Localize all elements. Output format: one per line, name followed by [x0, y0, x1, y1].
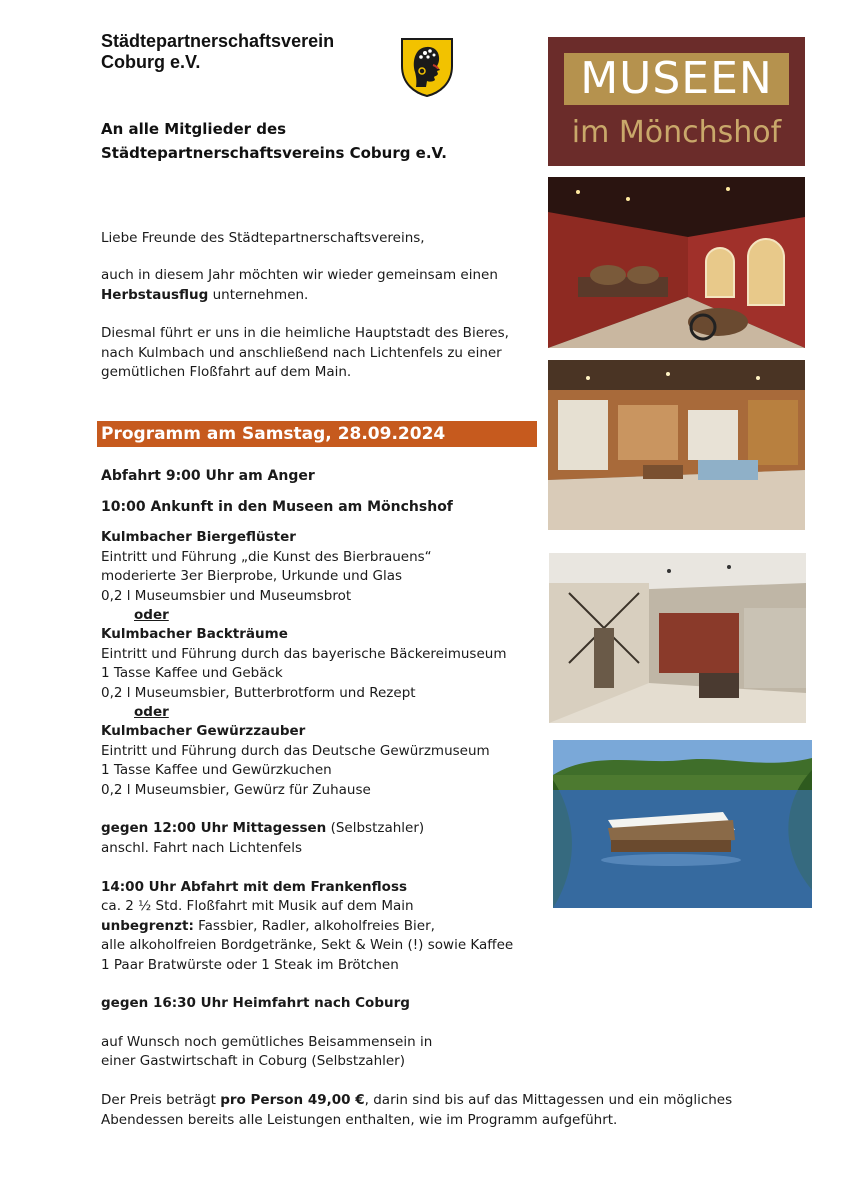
organization-name-line2: Coburg e.V. [101, 52, 201, 72]
price-post: , darin sind bis auf das Mittagessen und ein mögliches [364, 1092, 733, 1108]
photo-raft-river [553, 740, 812, 908]
greeting: Liebe Freunde des Städtepartnerschaftsvereins, [101, 230, 425, 246]
lunch-line2: anschl. Fahrt nach Lichtenfels [101, 840, 303, 856]
option2-line3: 0,2 l Museumsbier, Butterbrotform und Rezept [101, 685, 416, 701]
option1-line2: moderierte 3er Bierprobe, Urkunde und Glas [101, 568, 403, 584]
logo-word1-box [564, 53, 789, 105]
museen-logo [548, 37, 805, 166]
addressee-line2: Städtepartnerschaftsvereins Coburg e.V. [101, 144, 447, 162]
option3-title: Kulmbacher Gewürzzauber [101, 723, 306, 739]
option3-line3: 0,2 l Museumsbier, Gewürz für Zuhause [101, 782, 371, 798]
arrival-line: 10:00 Ankunft in den Museen am Mönchshof [101, 499, 453, 515]
return-line: gegen 16:30 Uhr Heimfahrt nach Coburg [101, 995, 410, 1011]
addressee-line1: An alle Mitglieder des [101, 120, 287, 138]
logo-word1: MUSEEN [580, 53, 773, 104]
option2-line1: Eintritt und Führung durch das bayerische Bäckereimuseum [101, 646, 507, 662]
or-separator-2: oder [134, 704, 169, 720]
raft-line4: 1 Paar Bratwürste oder 1 Steak im Brötchen [101, 957, 399, 973]
organization-name-line1: Städtepartnerschaftsverein [101, 31, 335, 51]
raft-title: 14:00 Uhr Abfahrt mit dem Frankenfloss [101, 879, 408, 895]
price-pre: Der Preis beträgt [101, 1092, 221, 1108]
raft-line3: alle alkoholfreien Bordgetränke, Sekt & Wein (!) sowie Kaffee [101, 937, 514, 953]
program-heading: Programm am Samstag, 28.09.2024 [101, 424, 446, 444]
photo-windmill-exhibit [549, 553, 806, 723]
photo-bakery-museum [548, 360, 805, 530]
program-heading-bar [97, 421, 537, 447]
intro-paragraph1-rest: unternehmen. [208, 287, 309, 303]
herbstausflug-bold: Herbstausflug [101, 287, 209, 303]
price-amount: pro Person 49,00 € [220, 1092, 365, 1108]
option3-line2: 1 Tasse Kaffee und Gewürzkuchen [101, 762, 332, 778]
intro-paragraph1-line2 [101, 286, 308, 306]
coburg-moor-crest-icon [399, 36, 455, 98]
option1-title: Kulmbacher Biergeflüster [101, 529, 296, 545]
raft-line2-rest: Fassbier, Radler, alkoholfreies Bier, [193, 918, 435, 934]
lunch-bold: gegen 12:00 Uhr Mittagessen [101, 820, 327, 836]
intro-paragraph2-line1: Diesmal führt er uns in die heimliche Hauptstadt des Bieres, [101, 325, 509, 341]
intro-paragraph2-line3: gemütlichen Floßfahrt auf dem Main. [101, 364, 352, 380]
organization-name [101, 31, 334, 73]
intro-paragraph1-line1: auch in diesem Jahr möchten wir wieder gemeinsam einen [101, 267, 498, 283]
price-line1 [101, 1091, 732, 1111]
lunch-rest: (Selbstzahler) [326, 820, 425, 836]
raft-line2 [101, 917, 435, 937]
option2-line2: 1 Tasse Kaffee und Gebäck [101, 665, 283, 681]
option1-line1: Eintritt und Führung „die Kunst des Bierbrauens“ [101, 549, 432, 565]
logo-word2: im Mönchshof [571, 115, 782, 150]
departure-line: Abfahrt 9:00 Uhr am Anger [101, 468, 315, 484]
addressee [101, 117, 447, 165]
or-separator-1: oder [134, 607, 169, 623]
intro-paragraph2-line2: nach Kulmbach und anschließend nach Lichtenfels zu einer [101, 345, 502, 361]
evening-line1: auf Wunsch noch gemütliches Beisammensein in [101, 1034, 433, 1050]
evening-line2: einer Gastwirtschaft in Coburg (Selbstzahler) [101, 1053, 406, 1069]
photo-brewery-hall [548, 177, 805, 348]
raft-unlimited-bold: unbegrenzt: [101, 918, 194, 934]
option1-line3: 0,2 l Museumsbier und Museumsbrot [101, 588, 352, 604]
option2-title: Kulmbacher Backträume [101, 626, 288, 642]
price-line2: Abendessen bereits alle Leistungen enthalten, wie im Programm aufgeführt. [101, 1112, 618, 1128]
option3-line1: Eintritt und Führung durch das Deutsche Gewürzmuseum [101, 743, 490, 759]
raft-line1: ca. 2 ½ Std. Floßfahrt mit Musik auf dem Main [101, 898, 414, 914]
lunch-line [101, 819, 424, 839]
